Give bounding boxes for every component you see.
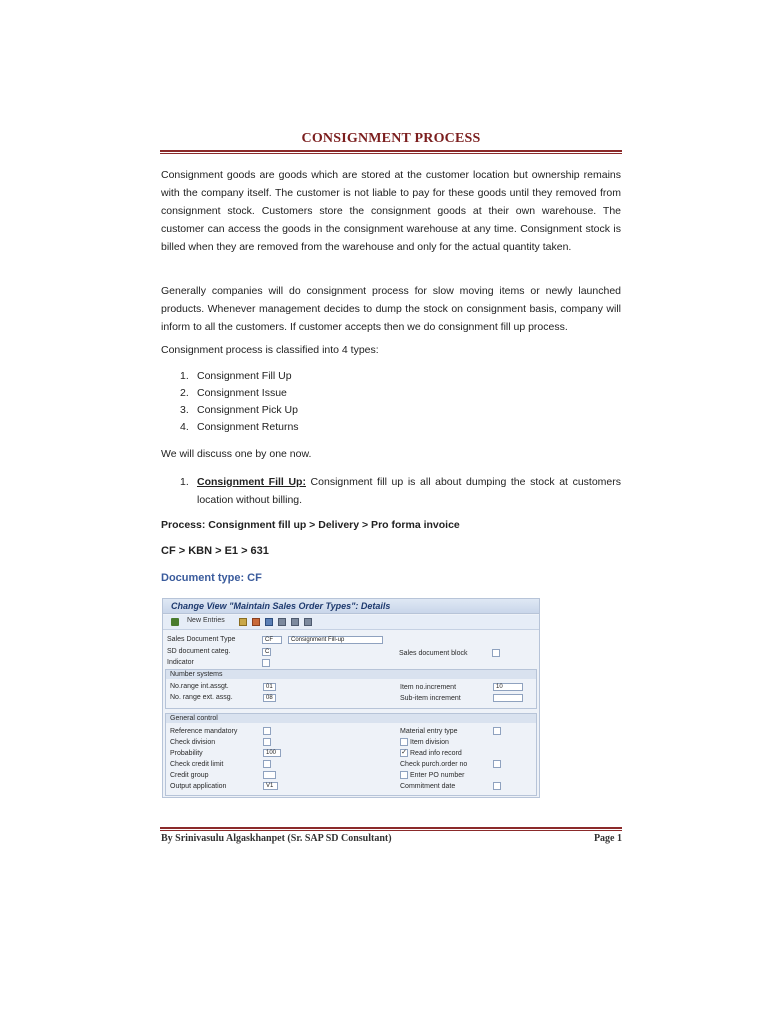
sales-doc-type-label: Sales Document Type	[167, 636, 236, 643]
output-application-input[interactable]: V1	[263, 782, 278, 790]
material-entry-type-label: Material entry type	[400, 728, 458, 735]
enter-po-number-checkbox[interactable]	[400, 771, 408, 779]
no-range-int-input[interactable]: 01	[263, 683, 276, 691]
sap-window-title: Change View "Maintain Sales Order Types": Details	[163, 599, 539, 614]
undo-icon[interactable]	[265, 618, 273, 626]
general-control-group	[165, 713, 537, 796]
list-item: 1. Consignment Fill Up	[180, 370, 292, 382]
indicator-label: Indicator	[167, 659, 194, 666]
paragraph-usage: Generally companies will do consignment process for slow moving items or newly launched products. Whenever management decides to dump the stock on consignment basis, company will inform to all the customers. If customer accepts then we do consignment fill up process.	[161, 285, 621, 333]
sap-toolbar	[163, 615, 539, 630]
check-division-label: Check division	[170, 739, 216, 746]
sub-item-incr-input[interactable]	[493, 694, 523, 702]
item-division-label: Item division	[410, 739, 449, 746]
cf-path: CF > KBN > E1 > 631	[161, 545, 269, 557]
new-entries-button[interactable]: New Entries	[187, 617, 225, 624]
sales-doc-block-label: Sales document block	[399, 650, 468, 657]
sub-item-incr-label: Sub-item increment	[400, 695, 461, 702]
sd-doc-categ-input[interactable]: C	[262, 648, 271, 656]
list-item: 3. Consignment Pick Up	[180, 404, 298, 416]
reference-mandatory-input[interactable]	[263, 727, 271, 735]
check-purch-order-input[interactable]	[493, 760, 501, 768]
fillup-keyword: Consignment Fill Up:	[197, 476, 306, 488]
select-block-icon[interactable]	[291, 618, 299, 626]
item-no-incr-label: Item no.increment	[400, 684, 457, 691]
no-range-ext-label: No. range ext. assg.	[170, 694, 233, 701]
sales-doc-type-input[interactable]: CF	[262, 636, 282, 644]
sales-doc-block-input[interactable]	[492, 649, 500, 657]
paragraph-discuss: We will discuss one by one now.	[161, 448, 312, 460]
indicator-input[interactable]	[262, 659, 270, 667]
material-entry-type-input[interactable]	[493, 727, 501, 735]
credit-group-label: Credit group	[170, 772, 209, 779]
paragraph-types-intro: Consignment process is classified into 4 types:	[161, 344, 379, 356]
document-type-heading: Document type: CF	[161, 572, 262, 584]
item-division-checkbox[interactable]	[400, 738, 408, 746]
no-range-ext-input[interactable]: 08	[263, 694, 276, 702]
number-systems-group	[165, 669, 537, 709]
footer-author: By Srinivasulu Algaskhanpet (Sr. SAP SD Consultant)	[161, 833, 392, 844]
number-systems-header: Number systems	[166, 670, 536, 679]
list-item: 4. Consignment Returns	[180, 421, 299, 433]
footer-page-number: Page 1	[593, 833, 622, 844]
check-division-input[interactable]	[263, 738, 271, 746]
page-title: CONSIGNMENT PROCESS	[301, 131, 481, 146]
probability-input[interactable]: 100	[263, 749, 281, 757]
deselect-icon[interactable]	[304, 618, 312, 626]
delete-icon[interactable]	[252, 618, 260, 626]
output-application-label: Output application	[170, 783, 227, 790]
sap-screenshot	[162, 598, 540, 798]
select-all-icon[interactable]	[278, 618, 286, 626]
read-info-record-checkbox[interactable]: ✓	[401, 749, 407, 756]
enter-po-number-label: Enter PO number	[410, 772, 465, 779]
process-line: Process: Consignment fill up > Delivery > Pro forma invoice	[161, 519, 460, 531]
new-entries-icon[interactable]	[171, 618, 179, 626]
check-credit-limit-input[interactable]	[263, 760, 271, 768]
list-item: 2. Consignment Issue	[180, 387, 287, 399]
fillup-number: 1.	[180, 476, 189, 488]
credit-group-input[interactable]	[263, 771, 276, 779]
commitment-date-label: Commitment date	[400, 783, 456, 790]
general-control-header: General control	[166, 714, 536, 723]
commitment-date-input[interactable]	[493, 782, 501, 790]
footer-rule	[160, 827, 622, 831]
sales-doc-type-desc-input[interactable]: Consignment Fill-up	[288, 636, 383, 644]
types-list	[180, 368, 299, 436]
fillup-text: Consignment fill up is all about dumping the stock at customers location without billing.	[197, 476, 621, 506]
probability-label: Probability	[170, 750, 203, 757]
reference-mandatory-label: Reference mandatory	[170, 728, 238, 735]
no-range-int-label: No.range int.assgt.	[170, 683, 229, 690]
read-info-record-label: Read info record	[410, 750, 462, 757]
copy-icon[interactable]	[239, 618, 247, 626]
check-credit-limit-label: Check credit limit	[170, 761, 224, 768]
check-purch-order-label: Check purch.order no	[400, 761, 468, 768]
item-no-incr-input[interactable]: 10	[493, 683, 523, 691]
title-rule	[160, 150, 622, 154]
paragraph-intro: Consignment goods are goods which are stored at the customer location but ownership remains with the company itself. The customer is not liable to pay for these goods until they removed from consignment stock. Customers store the consignment goods at their own warehouse. The customer can access the goods in the consignment warehouse at any time. Consignment stock is billed when they are removed from the warehouse and only for the actual quantity taken.	[161, 169, 621, 253]
sd-doc-categ-label: SD document categ.	[167, 648, 231, 655]
fillup-item	[181, 473, 621, 509]
